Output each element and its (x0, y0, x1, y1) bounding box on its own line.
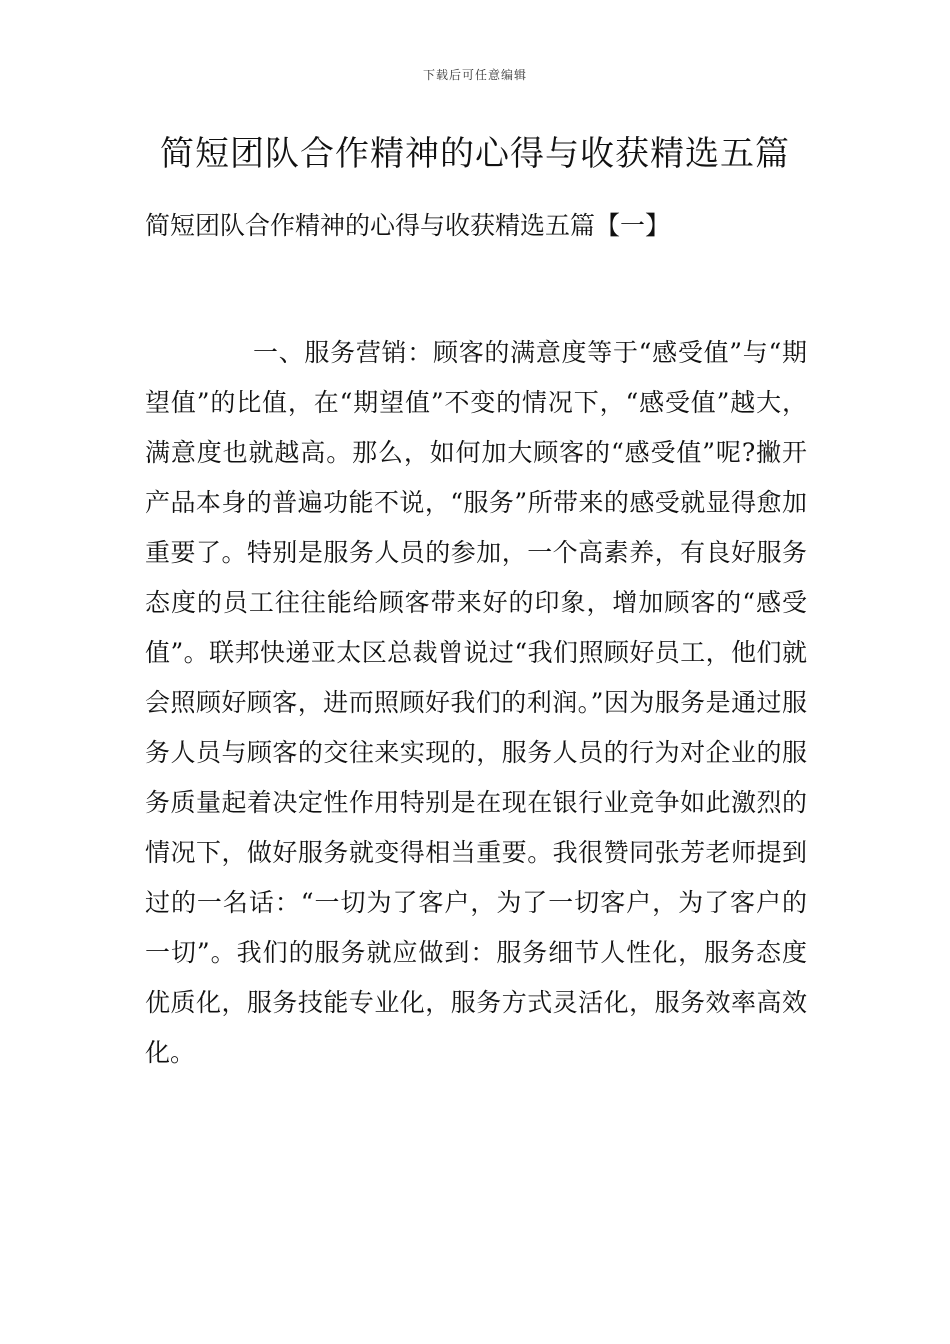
document-title: 简短团队合作精神的心得与收获精选五篇 (160, 134, 790, 174)
header-note: 下载后可任意编辑 (422, 68, 527, 82)
section-heading: 简短团队合作精神的心得与收获精选五篇【一】 (145, 211, 671, 240)
body-paragraph: 一、服务营销：顾客的满意度等于“感受值”与“期望值”的比值，在“期望值”不变的情况下，“感受值”越大，满意度也就越高。那么，如何加大顾客的“感受值”呢?撇开产品本身的普遍功能不说，“服务”所带来的感受就显得愈加重要了。特别是服务人员的参加，一个高素养，有良好服务态度的员工往往能给顾客带来好的印象，增加顾客的“感受值”。联邦快递亚太区总裁曾说过“我们照顾好员工，他们就会照顾好顾客，进而照顾好我们的利润。”因为服务是通过服务人员与顾客的交往来实现的，服务人员的行为对企业的服务质量起着决定性作用特别是在现在银行业竞争如此激烈的情况下，做好服务就变得相当重要。我很赞同张芳老师提到过的一名话：“一切为了客户，为了一切客户，为了客户的一切”。我们的服务就应做到：服务细节人性化，服务态度优质化，服务技能专业化，服务方式灵活化，服务效率高效化。 (145, 338, 807, 1067)
